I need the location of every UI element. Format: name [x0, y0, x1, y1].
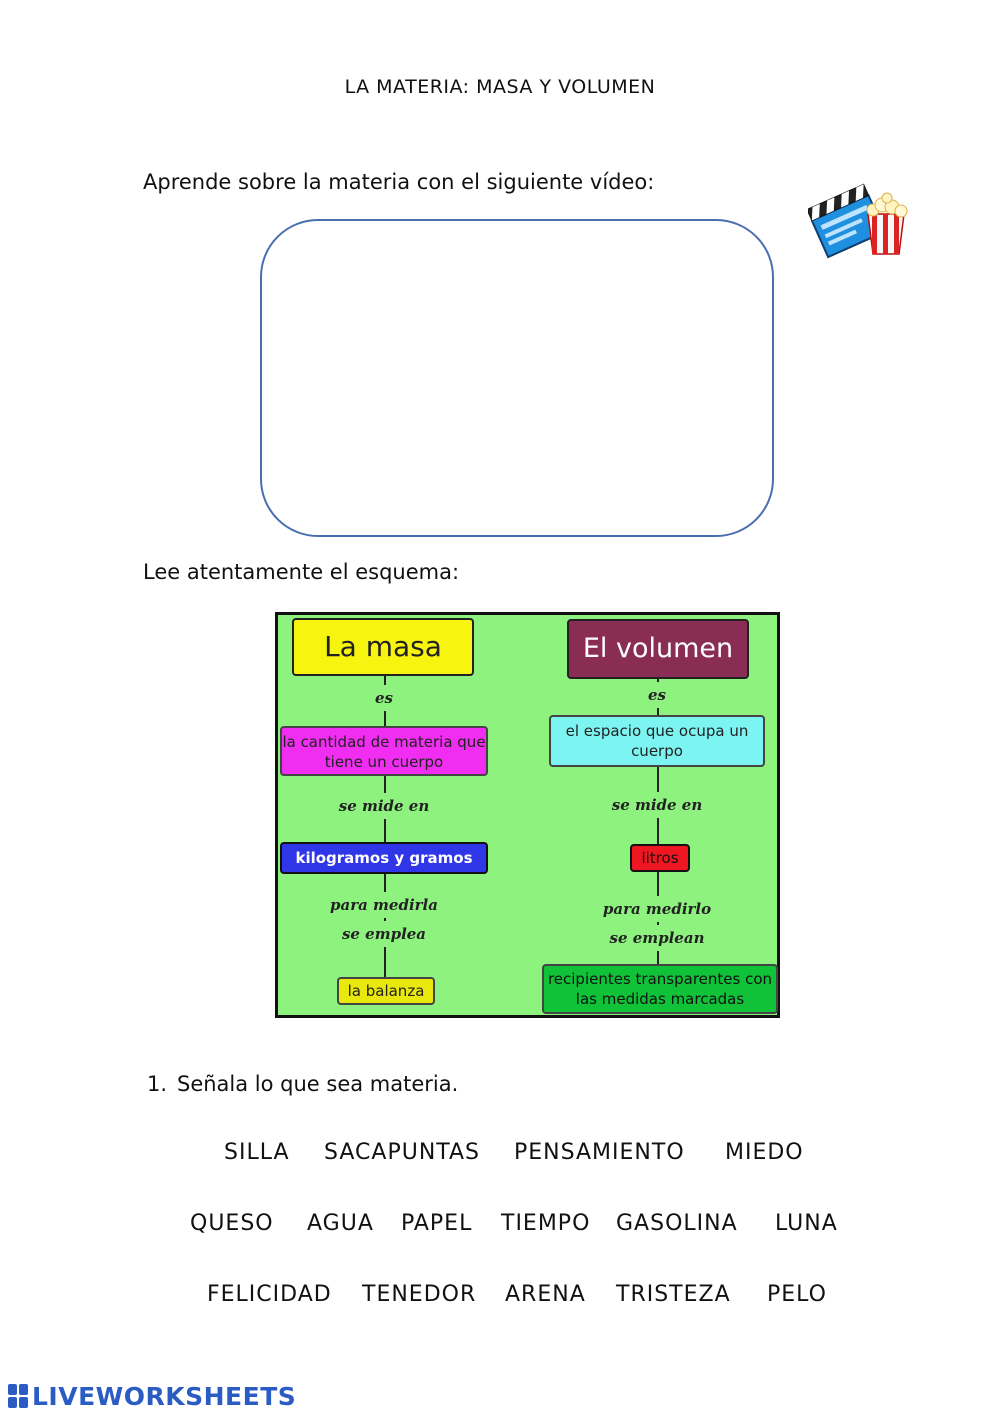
video-frame[interactable]: [260, 219, 774, 537]
video-instruction: Aprende sobre la materia con el siguiente vídeo:: [143, 170, 655, 194]
word-option[interactable]: TENEDOR: [362, 1282, 477, 1307]
brand-name: LIVEWORKSHEETS: [32, 1381, 297, 1411]
word-option[interactable]: TIEMPO: [501, 1211, 591, 1236]
scheme-instruction: Lee atentamente el esquema:: [143, 560, 460, 584]
word-option[interactable]: TRISTEZA: [616, 1282, 731, 1307]
exercise-number: 1.: [147, 1072, 168, 1096]
volumen-unit-node: litros: [630, 844, 690, 872]
page-title: LA MATERIA: MASA Y VOLUMEN: [344, 76, 656, 98]
word-option[interactable]: SILLA: [224, 1140, 290, 1165]
exercise-prompt: [147, 1072, 458, 1096]
liveworksheets-logo-icon: [8, 1384, 28, 1408]
concept-map: [275, 612, 780, 1018]
volumen-definition-node: el espacio que ocupa un cuerpo: [549, 715, 765, 767]
word-option[interactable]: PELO: [767, 1282, 827, 1307]
exercise-text: Señala lo que sea materia.: [177, 1072, 459, 1096]
word-option[interactable]: QUESO: [190, 1211, 274, 1236]
word-option[interactable]: AGUA: [307, 1211, 374, 1236]
masa-definition-node: la cantidad de materia que tiene un cuerpo: [280, 726, 488, 776]
masa-tool-node: la balanza: [337, 977, 435, 1005]
word-option[interactable]: MIEDO: [725, 1140, 804, 1165]
word-option[interactable]: PAPEL: [401, 1211, 473, 1236]
masa-link-se-emplea: se emplea: [324, 921, 444, 947]
masa-link-se-mide-en: se mide en: [324, 793, 444, 819]
liveworksheets-brand: [8, 1381, 296, 1411]
word-option[interactable]: SACAPUNTAS: [324, 1140, 481, 1165]
volumen-link-se-emplean: se emplean: [597, 925, 717, 951]
volumen-link-se-mide-en: se mide en: [597, 792, 717, 818]
word-option[interactable]: PENSAMIENTO: [514, 1140, 685, 1165]
clapperboard-popcorn-icon: [808, 168, 912, 268]
word-option[interactable]: FELICIDAD: [207, 1282, 332, 1307]
volumen-link-es: es: [627, 682, 687, 708]
masa-unit-node: kilogramos y gramos: [280, 842, 488, 874]
masa-link-para-medirla: para medirla: [319, 892, 449, 918]
volumen-tool-node: recipientes transparentes con las medidas marcadas: [542, 964, 778, 1014]
word-option[interactable]: ARENA: [505, 1282, 586, 1307]
volumen-link-para-medirlo: para medirlo: [592, 896, 722, 922]
word-option[interactable]: GASOLINA: [616, 1211, 738, 1236]
word-option[interactable]: LUNA: [775, 1211, 838, 1236]
volumen-title-node: El volumen: [567, 619, 749, 679]
masa-link-es: es: [354, 685, 414, 711]
masa-title-node: La masa: [292, 618, 474, 676]
